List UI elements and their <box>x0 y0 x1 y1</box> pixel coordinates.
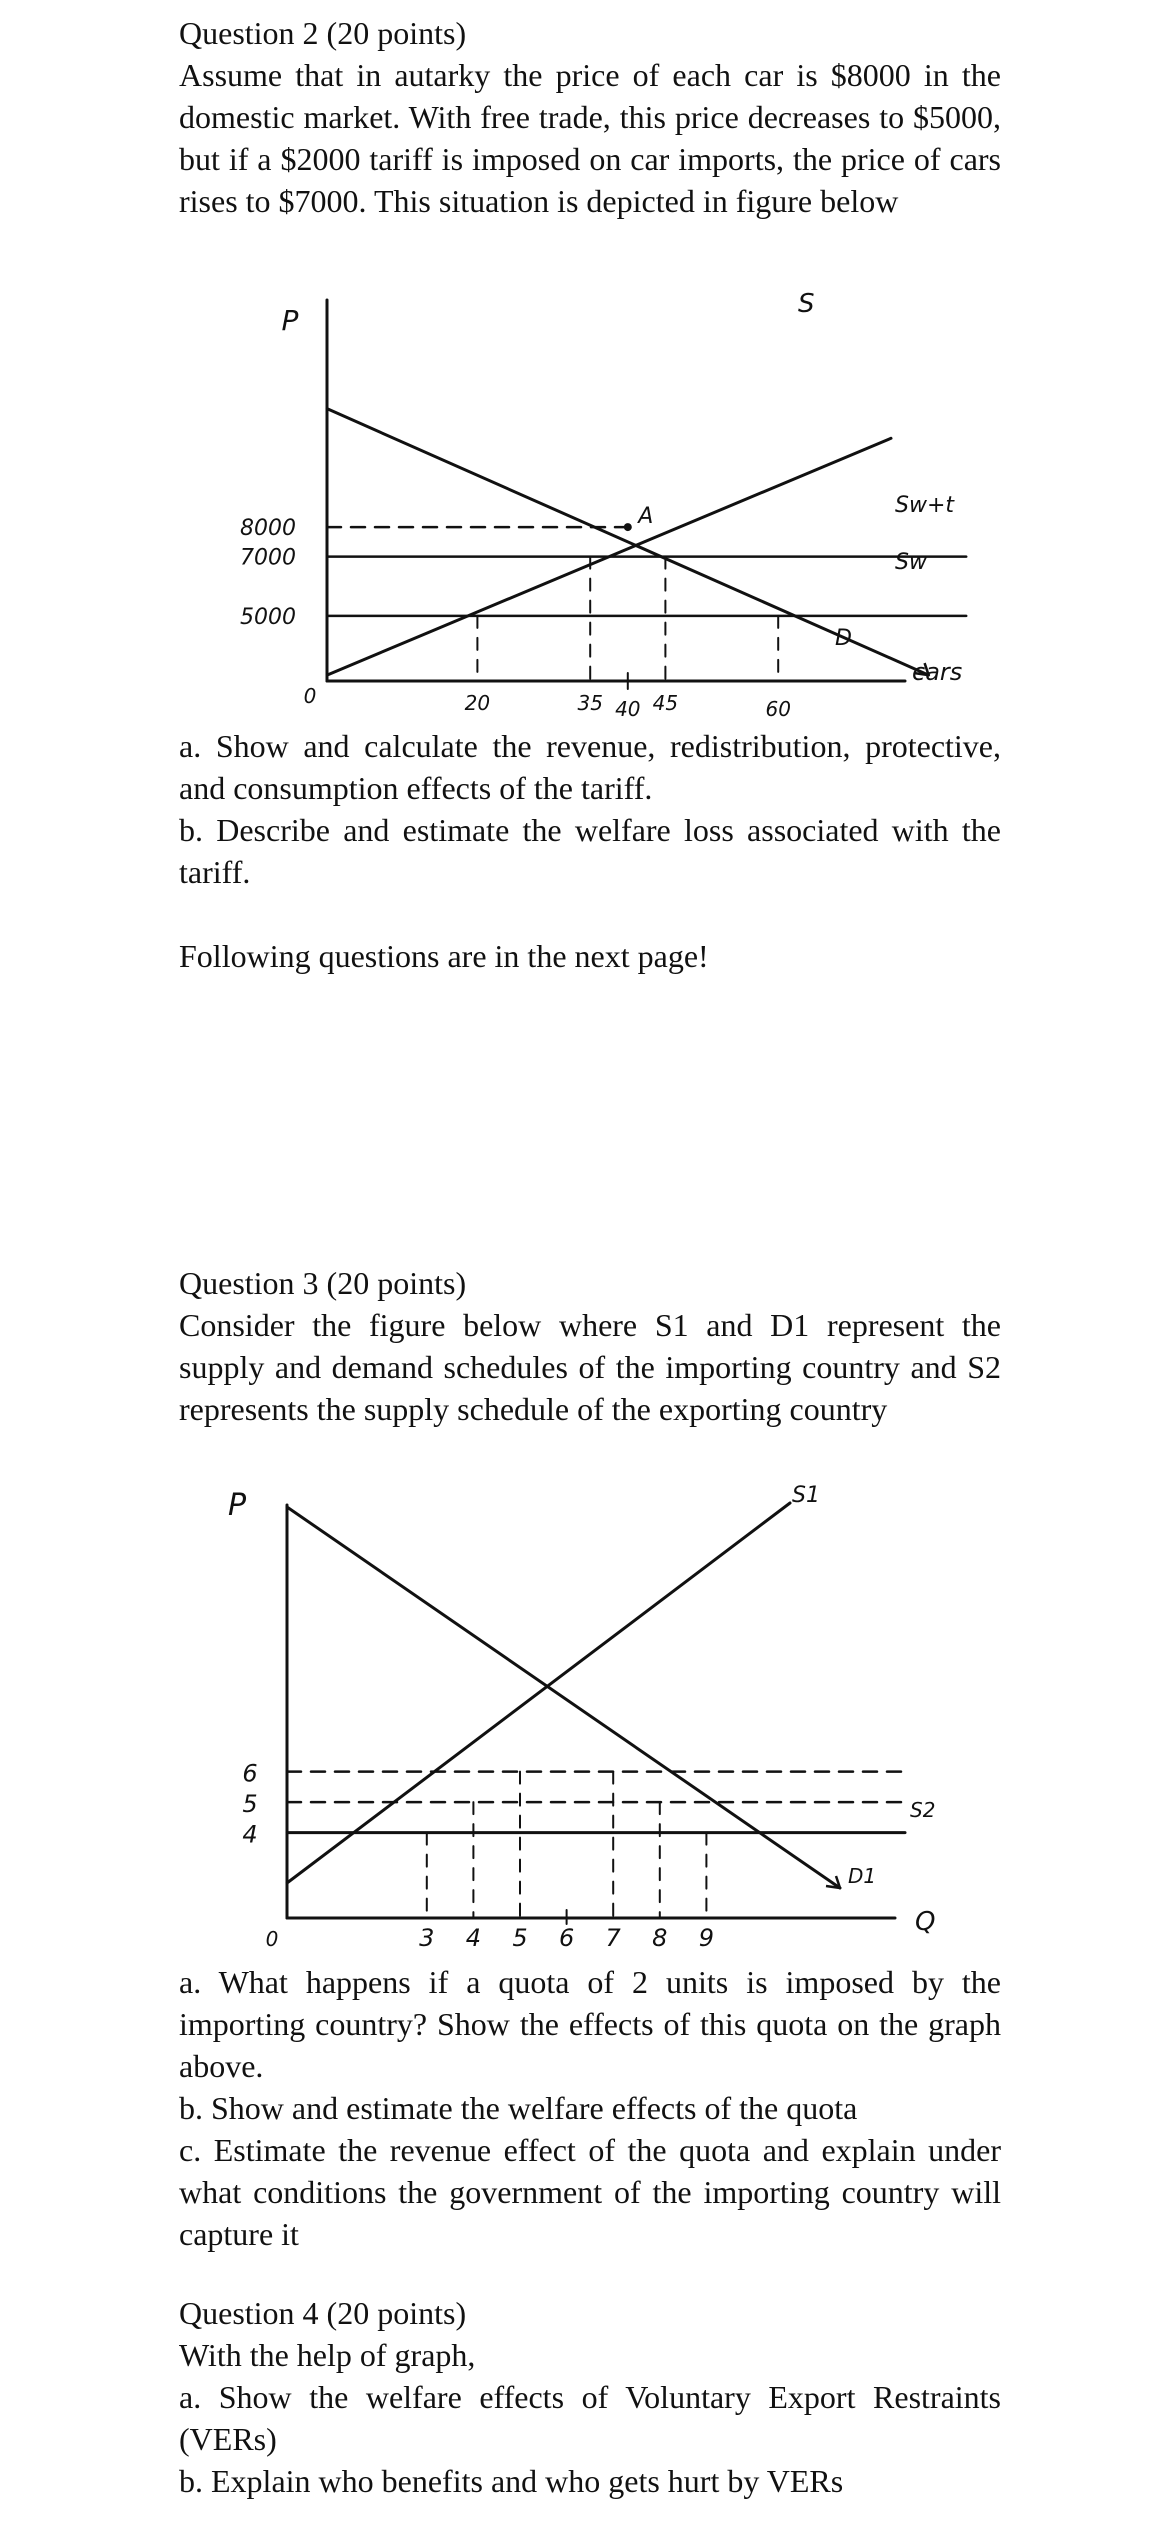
point-a-label: A <box>638 504 654 530</box>
d1-label: D1 <box>848 1864 877 1888</box>
demand-label: D <box>835 626 852 651</box>
next-page-note: Following questions are in the next page! <box>179 938 709 974</box>
question-2-header-block <box>179 12 1001 222</box>
question-3-heading: Question 3 (20 points) <box>179 1265 467 1301</box>
x-axis-label: Q <box>915 1907 936 1937</box>
origin-label: 0 <box>303 684 317 708</box>
question-3-parts <box>179 1961 1001 2255</box>
y-tick-8000: 8000 <box>240 516 296 542</box>
s1-label: S1 <box>792 1483 820 1508</box>
question-3-body: Consider the figure below where S1 and D1 represent the supply and demand schedules of the importing country and S2 represents the supply schedule of the exporting country <box>179 1307 1001 1427</box>
supply-label: S <box>798 289 815 319</box>
question-2-heading: Question 2 (20 points) <box>179 15 467 51</box>
origin-label: 0 <box>265 1927 279 1950</box>
question-3-header-block <box>179 1262 1001 1430</box>
sw-plus-t-label: Sw+t <box>895 493 955 518</box>
x-tick-9: 9 <box>698 1924 715 1950</box>
y-tick-5: 5 <box>242 1790 258 1819</box>
question-4-part-a: a. Show the welfare effects of Voluntary Export Restraints (VERs) <box>179 2379 1001 2457</box>
point-a-marker <box>624 523 632 531</box>
x-tick-60: 60 <box>765 697 791 721</box>
x-tick-8: 8 <box>652 1924 668 1950</box>
y-tick-7000: 7000 <box>240 545 296 571</box>
x-tick-20: 20 <box>464 691 491 715</box>
series-d1-line <box>287 1507 840 1888</box>
y-tick-6: 6 <box>242 1759 258 1788</box>
sw-label: Sw <box>895 550 927 575</box>
question-3-part-a: a. What happens if a quota of 2 units is imposed by the importing country? Show the effects of this quota on the graph above. <box>179 1964 1001 2084</box>
question-2-body: Assume that in autarky the price of each car is $8000 in the domestic market. With free trade, this price decreases to $5000, but if a $2000 tariff is imposed on car imports, the price of cars rises to $7000. This situation is depicted in figure below <box>179 57 1001 219</box>
question-4-intro: With the help of graph, <box>179 2337 476 2373</box>
question-2-part-a: a. Show and calculate the revenue, redistribution, protective, and consumption effects of the tariff. <box>179 728 1001 806</box>
question-2-parts <box>179 725 1001 977</box>
x-tick-5: 5 <box>512 1924 528 1950</box>
x-tick-40: 40 <box>615 697 641 721</box>
x-tick-45: 45 <box>652 691 679 715</box>
x-tick-7: 7 <box>605 1924 621 1950</box>
y-tick-4: 4 <box>242 1820 258 1849</box>
question-2-part-b: b. Describe and estimate the welfare loss associated with the tariff. <box>179 812 1001 890</box>
question-4-heading: Question 4 (20 points) <box>179 2295 467 2331</box>
y-axis-label: P <box>281 304 299 337</box>
quota-figure <box>190 1470 980 1950</box>
y-axis-label: P <box>227 1488 247 1523</box>
question-4-part-b: b. Explain who benefits and who gets hurt by VERs <box>179 2463 844 2499</box>
s2-label: S2 <box>910 1798 936 1822</box>
x-tick-3: 3 <box>419 1924 435 1950</box>
tariff-figure <box>190 265 990 725</box>
x-tick-6: 6 <box>558 1924 575 1950</box>
x-tick-35: 35 <box>577 691 603 715</box>
question-3-part-c: c. Estimate the revenue effect of the quota and explain under what conditions the government of the importing country will capture it <box>179 2132 1001 2252</box>
y-tick-5000: 5000 <box>240 604 296 630</box>
question-3-part-b: b. Show and estimate the welfare effects of the quota <box>179 2090 858 2126</box>
x-axis-label: cars <box>912 658 963 686</box>
question-4-block <box>179 2292 1001 2502</box>
x-tick-4: 4 <box>465 1924 482 1950</box>
